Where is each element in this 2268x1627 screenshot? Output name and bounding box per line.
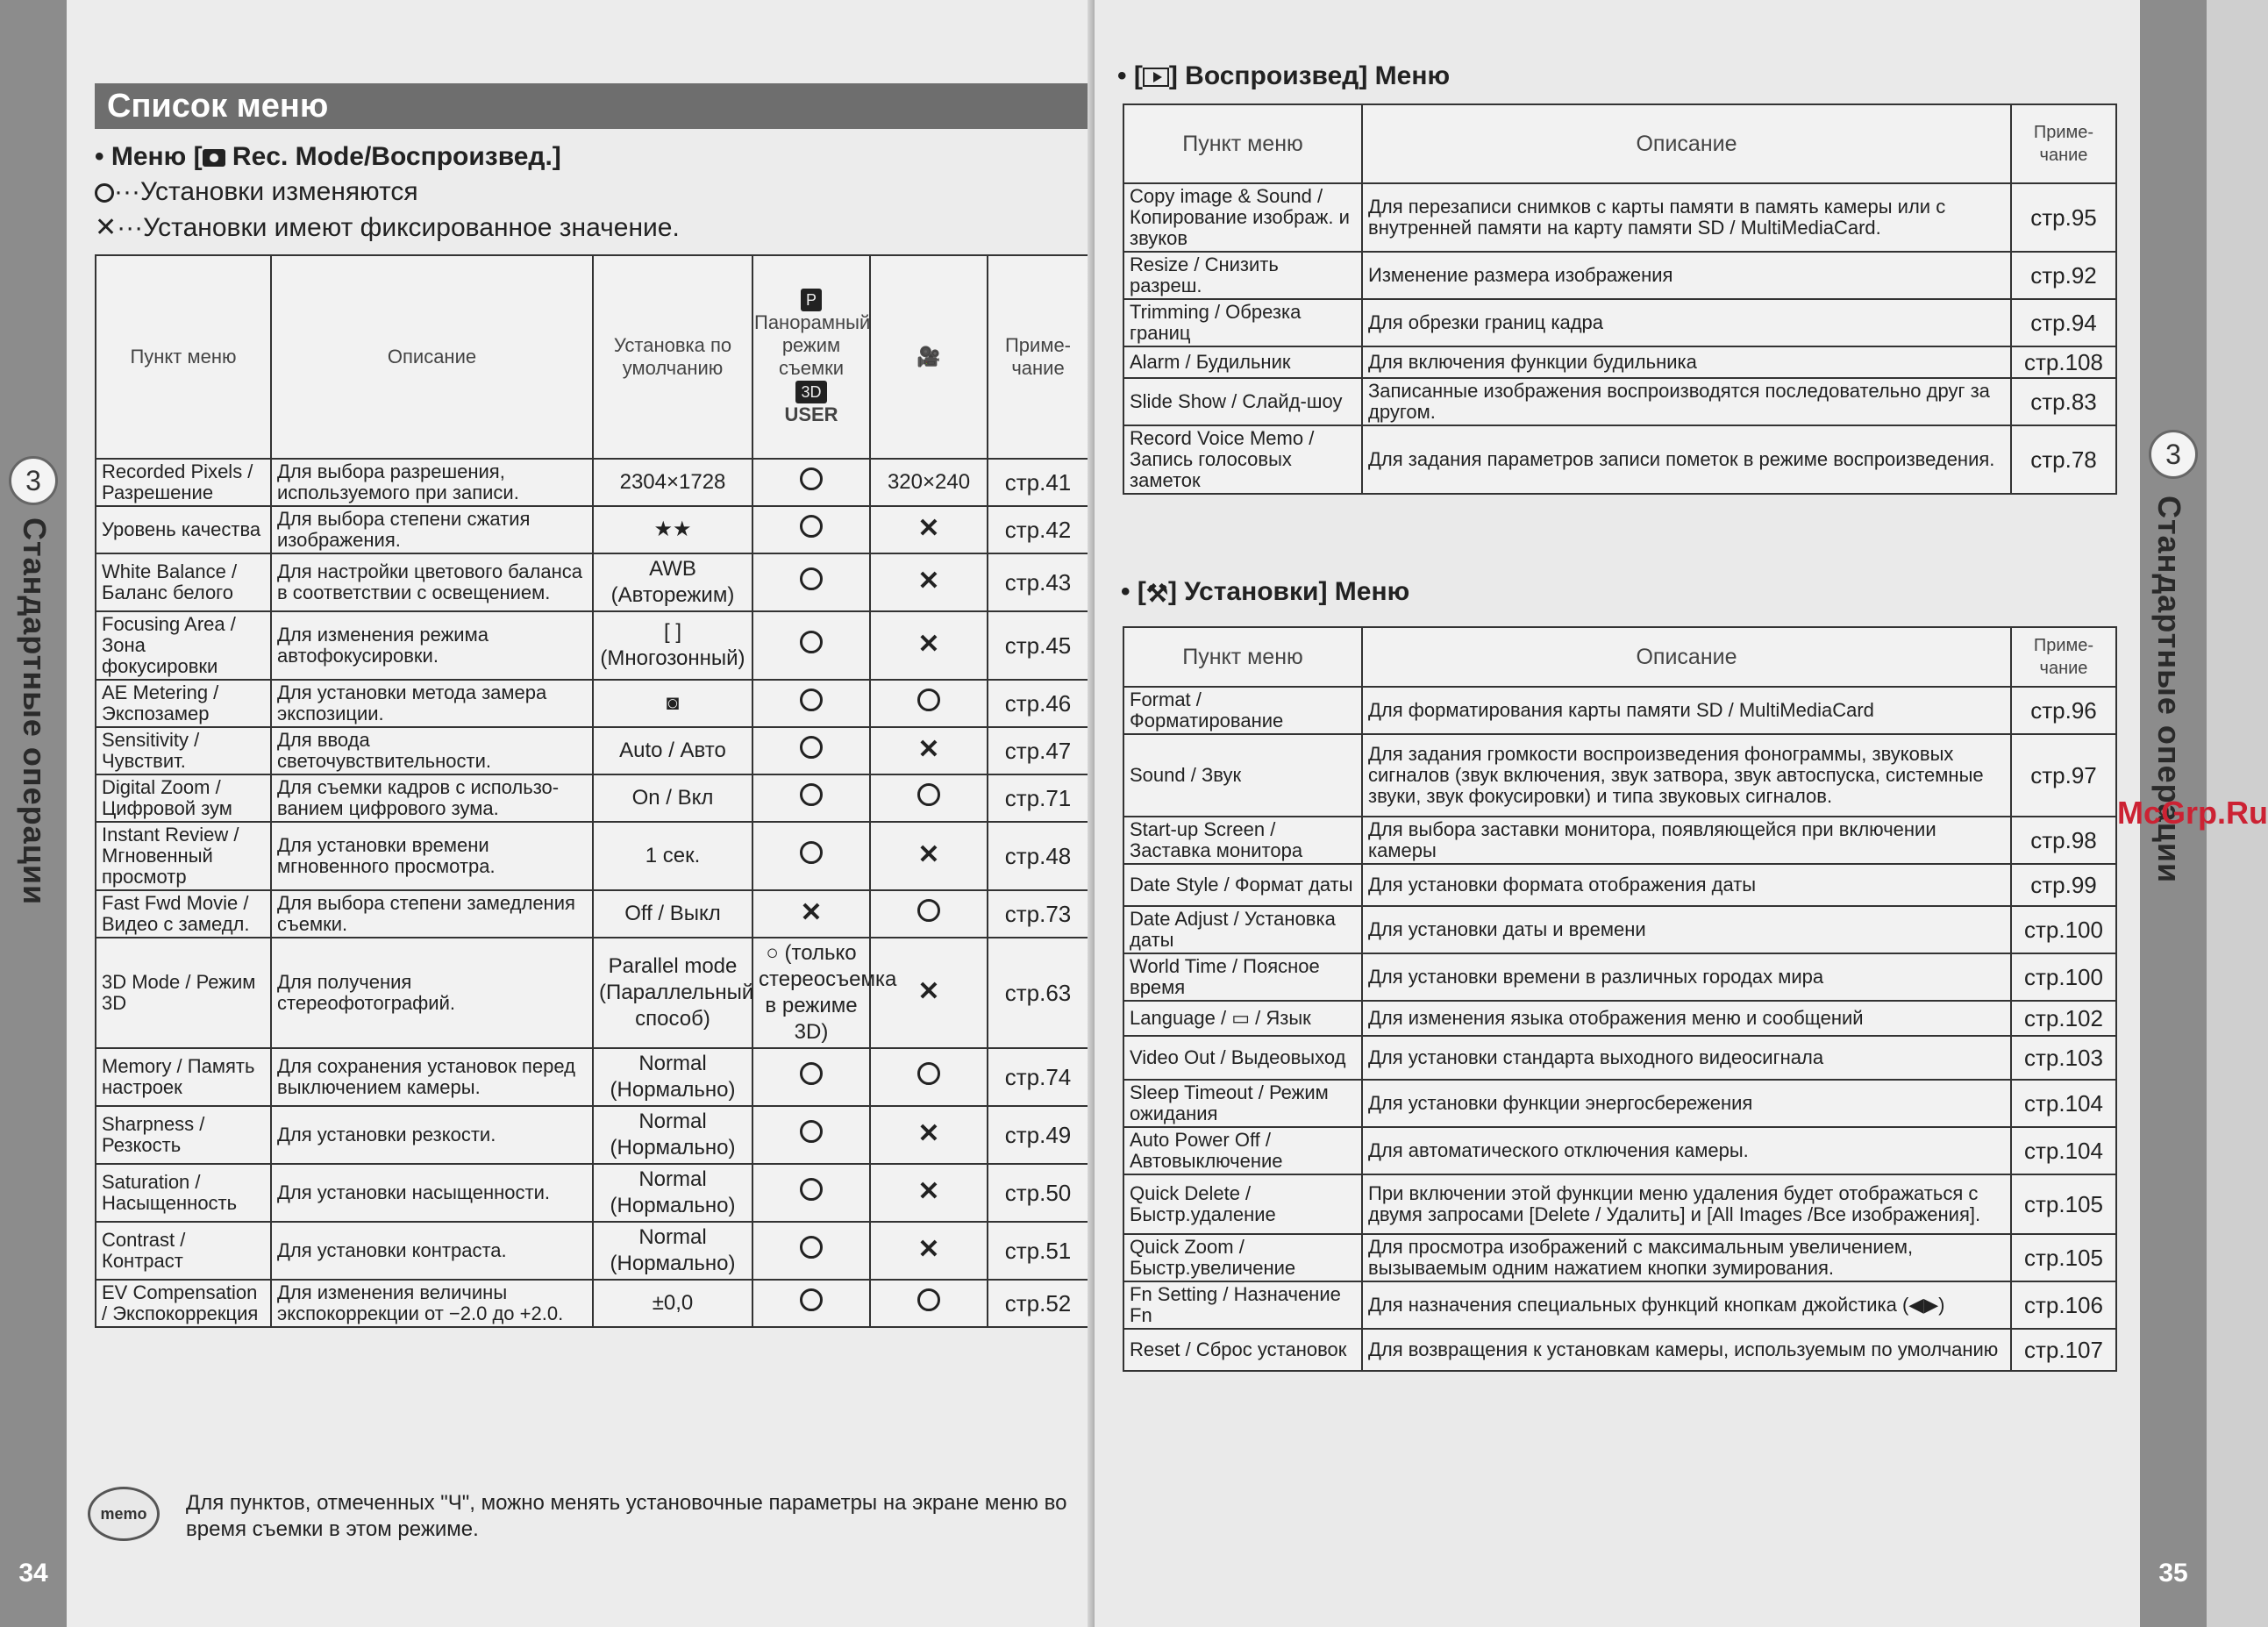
header-movie: [870, 255, 988, 459]
row-description: Для выбора степени сжатия изображения.: [271, 506, 593, 553]
header-item: Пункт меню: [96, 255, 271, 459]
row-default: Parallel mode (Параллельный способ): [593, 938, 752, 1048]
cross-icon: ✕: [917, 630, 940, 659]
row-description: Для установки метода замера экспозиции.: [271, 680, 593, 727]
row-default: AWB (Авторежим): [593, 553, 752, 611]
row-page-ref: стр.41: [988, 459, 1088, 506]
table-row: [96, 459, 1088, 506]
row-movie-mode: [870, 822, 988, 890]
row-item: Focusing Area / Зона фокусировки: [96, 611, 271, 680]
row-panorama-mode: [752, 1280, 870, 1327]
user-mode-label: USER: [784, 403, 838, 425]
table-row: [1123, 1174, 2116, 1234]
circle-icon: [800, 1178, 823, 1201]
table-row: [96, 890, 1088, 938]
row-item: Уровень качества: [96, 506, 271, 553]
playback-menu-table: [1123, 103, 2117, 495]
row-panorama-mode: [752, 774, 870, 822]
row-default: ◙: [593, 680, 752, 727]
circle-icon: [800, 689, 823, 711]
memo-text: Для пунктов, отмеченных "Ч", можно менять установочные параметры на экране меню во время съемки в этом режиме.: [186, 1491, 1067, 1541]
row-item: Saturation / Насыщенность: [96, 1164, 271, 1222]
setup-heading-pre: • [: [1121, 577, 1146, 606]
header-description: Описание: [1362, 104, 2011, 183]
row-item: White Balance / Баланс белого: [96, 553, 271, 611]
row-item: Memory / Память настроек: [96, 1048, 271, 1106]
table-row: [1123, 1281, 2116, 1329]
row-panorama-mode: [752, 1164, 870, 1222]
row-movie-mode: [870, 938, 988, 1048]
chapter-number-badge: 3: [2149, 430, 2198, 479]
row-item: Format / Форматирование: [1123, 687, 1362, 734]
row-item: Fast Fwd Movie / Видео с замедл.: [96, 890, 271, 938]
row-movie-mode: 320×240: [870, 459, 988, 506]
row-item: Resize / Снизить разреш.: [1123, 252, 1362, 299]
row-item: EV Compensation / Экспокоррекция: [96, 1280, 271, 1327]
row-page-ref: стр.49: [988, 1106, 1088, 1164]
table-row: [1123, 378, 2116, 425]
camera-icon: [203, 149, 225, 167]
row-item: Digital Zoom / Цифровой зум: [96, 774, 271, 822]
row-page-ref: стр.105: [2011, 1234, 2116, 1281]
row-description: Для изменения величины экспокоррекции от −2.0 до +2.0.: [271, 1280, 593, 1327]
table-header-row: [1123, 104, 2116, 183]
table-header-row: [1123, 627, 2116, 687]
circle-icon: [917, 689, 940, 711]
row-page-ref: стр.43: [988, 553, 1088, 611]
row-page-ref: стр.71: [988, 774, 1088, 822]
legend-cross-text: ···Установки имеют фиксированное значение.: [117, 213, 680, 242]
playback-menu-heading: • [ ] Воспроизвед] Меню: [1117, 61, 1451, 90]
row-movie-mode: [870, 1106, 988, 1164]
chapter-number-badge: 3: [9, 456, 58, 505]
row-description: Для форматирования карты памяти SD / MultiMediaCard: [1362, 687, 2011, 734]
section-banner: Список меню: [95, 83, 1088, 129]
setup-menu-table: [1123, 626, 2117, 1372]
rec-mode-table-body: [96, 459, 1088, 1327]
row-description: Для получения стереофотографий.: [271, 938, 593, 1048]
table-row: [1123, 1127, 2116, 1174]
row-description: Для установки даты и времени: [1362, 906, 2011, 953]
setup-table-body: [1123, 687, 2116, 1371]
row-item: Start-up Screen / Заставка монитора: [1123, 817, 1362, 864]
circle-icon: [800, 515, 823, 538]
row-description: Для установки резкости.: [271, 1106, 593, 1164]
row-page-ref: стр.46: [988, 680, 1088, 727]
cross-icon: ✕: [800, 898, 823, 927]
row-item: Language / ▭ / Язык: [1123, 1001, 1362, 1036]
menu-heading-pre: Меню [: [111, 142, 203, 171]
row-default: Normal (Нормально): [593, 1222, 752, 1280]
row-default: On / Вкл: [593, 774, 752, 822]
row-item: Fn Setting / Назначение Fn: [1123, 1281, 1362, 1329]
row-page-ref: стр.50: [988, 1164, 1088, 1222]
row-item: Contrast / Контраст: [96, 1222, 271, 1280]
circle-icon: [800, 567, 823, 590]
row-description: Для установки времени в различных городах мира: [1362, 953, 2011, 1001]
table-row: [1123, 1329, 2116, 1371]
row-movie-mode: [870, 611, 988, 680]
row-page-ref: стр.48: [988, 822, 1088, 890]
row-description: Для выбора степени замедления съемки.: [271, 890, 593, 938]
chapter-title-vertical: Стандартные операции: [17, 517, 53, 906]
row-item: Alarm / Будильник: [1123, 346, 1362, 378]
row-page-ref: стр.100: [2011, 906, 2116, 953]
row-description: Для задания громкости воспроизведения фонограммы, звуковых сигналов (звук включения, звук затвора, звук автоспуска, системные звуки, звук фокусировки) и типа звуковых сигналов.: [1362, 734, 2011, 817]
row-description: Записанные изображения воспроизводятся последовательно друг за другом.: [1362, 378, 2011, 425]
table-row: [1123, 734, 2116, 817]
cross-icon: ✕: [917, 1235, 940, 1264]
row-description: Для настройки цветового баланса в соответствии с освещением.: [271, 553, 593, 611]
row-panorama-mode: [752, 459, 870, 506]
header-item: Пункт меню: [1123, 104, 1362, 183]
table-row: [1123, 906, 2116, 953]
cross-icon: ✕: [917, 735, 940, 764]
legend-circle-line: [95, 177, 418, 207]
table-row: [1123, 346, 2116, 378]
row-item: Date Adjust / Установка даты: [1123, 906, 1362, 953]
row-item: Quick Zoom / Быстр.увеличение: [1123, 1234, 1362, 1281]
row-page-ref: стр.78: [2011, 425, 2116, 494]
row-page-ref: стр.52: [988, 1280, 1088, 1327]
table-row: [96, 938, 1088, 1048]
row-movie-mode: [870, 890, 988, 938]
row-description: Для возвращения к установкам камеры, используемым по умолчанию: [1362, 1329, 2011, 1371]
row-page-ref: стр.83: [2011, 378, 2116, 425]
row-description: Для перезаписи снимков с карты памяти в память камеры или с внутренней памяти на карту памяти SD / MultiMediaCard.: [1362, 183, 2011, 252]
row-page-ref: стр.98: [2011, 817, 2116, 864]
circle-icon: [800, 1288, 823, 1311]
table-row: [1123, 817, 2116, 864]
circle-icon: [800, 736, 823, 759]
table-row: [96, 1048, 1088, 1106]
legend-circle-text: ···Установки изменяются: [114, 177, 418, 206]
row-description: Для сохранения установок перед выключением камеры.: [271, 1048, 593, 1106]
table-row: [96, 611, 1088, 680]
table-row: [1123, 1001, 2116, 1036]
row-description: Для установки функции энергосбережения: [1362, 1080, 2011, 1127]
3d-mode-icon: 3D: [795, 381, 826, 403]
row-item: 3D Mode / Режим 3D: [96, 938, 271, 1048]
row-item: Date Style / Формат даты: [1123, 864, 1362, 906]
table-row: [96, 553, 1088, 611]
row-panorama-mode: [752, 611, 870, 680]
table-row: [1123, 687, 2116, 734]
row-description: При включении этой функции меню удаления будет отображаться с двумя запросами [Delete / Удалить] и [All Images /Все изображения].: [1362, 1174, 2011, 1234]
circle-icon: [917, 1288, 940, 1311]
menu-heading-post: Rec. Mode/Воспроизвед.]: [225, 142, 561, 171]
row-description: Для выбора заставки монитора, появляющейся при включении камеры: [1362, 817, 2011, 864]
row-panorama-mode: [752, 1106, 870, 1164]
row-panorama-mode: [752, 1222, 870, 1280]
row-page-ref: стр.103: [2011, 1036, 2116, 1080]
table-row: [1123, 1080, 2116, 1127]
movie-icon: 🎥: [916, 346, 941, 368]
circle-icon: [917, 1062, 940, 1085]
row-item: Video Out / Выдеовыход: [1123, 1036, 1362, 1080]
row-item: Copy image & Sound / Копирование изображ. и звуков: [1123, 183, 1362, 252]
program-mode-icon: P: [801, 289, 822, 311]
table-row: [1123, 252, 2116, 299]
row-page-ref: стр.47: [988, 727, 1088, 774]
table-row: [96, 1280, 1088, 1327]
row-default: 2304×1728: [593, 459, 752, 506]
row-page-ref: стр.107: [2011, 1329, 2116, 1371]
row-movie-mode: [870, 727, 988, 774]
row-page-ref: стр.45: [988, 611, 1088, 680]
header-item: Пункт меню: [1123, 627, 1362, 687]
cross-icon: ✕: [917, 977, 940, 1006]
row-movie-mode: [870, 1222, 988, 1280]
table-row: [96, 1164, 1088, 1222]
row-page-ref: стр.104: [2011, 1080, 2116, 1127]
page-number: 34: [18, 1559, 48, 1588]
circle-icon: [800, 1236, 823, 1259]
table-row: [1123, 299, 2116, 346]
row-default: ±0,0: [593, 1280, 752, 1327]
rec-mode-menu-table: [95, 254, 1089, 1328]
row-item: World Time / Поясное время: [1123, 953, 1362, 1001]
setup-menu-heading: • [⚒] Установки] Меню: [1121, 577, 1410, 607]
row-page-ref: стр.96: [2011, 687, 2116, 734]
row-default: Auto / Авто: [593, 727, 752, 774]
row-item: Record Voice Memo / Запись голосовых заметок: [1123, 425, 1362, 494]
cross-icon: ✕: [917, 840, 940, 869]
row-default: Normal (Нормально): [593, 1048, 752, 1106]
table-row: [1123, 183, 2116, 252]
circle-icon: [800, 783, 823, 806]
row-movie-mode: [870, 680, 988, 727]
row-page-ref: стр.104: [2011, 1127, 2116, 1174]
row-movie-mode: [870, 1280, 988, 1327]
row-item: Instant Review / Мгновенный просмотр: [96, 822, 271, 890]
table-row: [1123, 425, 2116, 494]
row-item: Quick Delete / Быстр.удаление: [1123, 1174, 1362, 1234]
row-panorama-mode: [752, 890, 870, 938]
circle-icon: [800, 1062, 823, 1085]
cross-icon: ✕: [917, 567, 940, 596]
header-note: Приме-чание: [2011, 627, 2116, 687]
table-row: [1123, 864, 2116, 906]
row-page-ref: стр.74: [988, 1048, 1088, 1106]
circle-icon: [95, 183, 114, 203]
chapter-title-vertical: Стандартные операции: [2151, 496, 2187, 884]
row-item: Sound / Звук: [1123, 734, 1362, 817]
wrench-icon: ⚒: [1145, 579, 1168, 607]
row-page-ref: стр.63: [988, 938, 1088, 1048]
header-note: Приме-чание: [988, 255, 1088, 459]
row-page-ref: стр.94: [2011, 299, 2116, 346]
row-panorama-mode: [752, 1048, 870, 1106]
row-description: Для просмотра изображений с максимальным увеличением, вызываемым одним нажатием кнопки зумирования.: [1362, 1234, 2011, 1281]
circle-icon: [800, 841, 823, 864]
row-page-ref: стр.95: [2011, 183, 2116, 252]
page-number: 35: [2158, 1559, 2188, 1588]
row-default: Normal (Нормально): [593, 1164, 752, 1222]
row-page-ref: стр.108: [2011, 346, 2116, 378]
row-item: Recorded Pixels / Разрешение: [96, 459, 271, 506]
row-panorama-mode: [752, 506, 870, 553]
row-item: AE Metering / Экспозамер: [96, 680, 271, 727]
row-page-ref: стр.73: [988, 890, 1088, 938]
row-description: Для изменения языка отображения меню и сообщений: [1362, 1001, 2011, 1036]
cross-icon: ✕: [917, 1119, 940, 1148]
row-description: Для назначения специальных функций кнопкам джойстика (◀▶): [1362, 1281, 2011, 1329]
row-panorama-mode: [752, 727, 870, 774]
row-item: Sleep Timeout / Режим ожидания: [1123, 1080, 1362, 1127]
cross-icon: ✕: [917, 1177, 940, 1206]
row-page-ref: стр.97: [2011, 734, 2116, 817]
row-description: Для автоматического отключения камеры.: [1362, 1127, 2011, 1174]
header-default: Установка по умолчанию: [593, 255, 752, 459]
row-description: Для выбора разрешения, используемого при записи.: [271, 459, 593, 506]
table-header-row: [96, 255, 1088, 459]
row-item: Sharpness / Резкость: [96, 1106, 271, 1164]
header-description: Описание: [271, 255, 593, 459]
row-movie-mode: [870, 1048, 988, 1106]
memo-note: [88, 1487, 1088, 1548]
circle-icon: [917, 899, 940, 922]
row-panorama-mode: [752, 822, 870, 890]
circle-icon: [800, 467, 823, 490]
table-row: [96, 727, 1088, 774]
row-page-ref: стр.99: [2011, 864, 2116, 906]
row-description: Для установки времени мгновенного просмотра.: [271, 822, 593, 890]
row-default: Normal (Нормально): [593, 1106, 752, 1164]
left-page: [0, 0, 1095, 1627]
row-description: Для изменения режима автофокусировки.: [271, 611, 593, 680]
playback-heading-pre: • [: [1117, 61, 1143, 90]
row-item: Reset / Сброс установок: [1123, 1329, 1362, 1371]
row-page-ref: стр.105: [2011, 1174, 2116, 1234]
cross-icon: ✕: [95, 213, 118, 242]
table-row: [1123, 1036, 2116, 1080]
row-description: Для задания параметров записи пометок в режиме воспроизведения.: [1362, 425, 2011, 494]
row-movie-mode: [870, 506, 988, 553]
row-page-ref: стр.106: [2011, 1281, 2116, 1329]
row-page-ref: стр.51: [988, 1222, 1088, 1280]
row-default: Off / Выкл: [593, 890, 752, 938]
cross-icon: ✕: [917, 514, 940, 543]
table-row: [96, 680, 1088, 727]
table-row: [96, 822, 1088, 890]
row-page-ref: стр.102: [2011, 1001, 2116, 1036]
header-note: Приме-чание: [2011, 104, 2116, 183]
circle-icon: [800, 1120, 823, 1143]
row-description: Для установки формата отображения даты: [1362, 864, 2011, 906]
row-item: Sensitivity / Чувствит.: [96, 727, 271, 774]
row-item: Slide Show / Слайд-шоу: [1123, 378, 1362, 425]
table-row: [96, 1106, 1088, 1164]
play-icon: [1143, 68, 1169, 87]
row-movie-mode: [870, 1164, 988, 1222]
row-panorama-mode: [752, 680, 870, 727]
table-row: [96, 774, 1088, 822]
memo-icon: memo: [88, 1487, 160, 1541]
row-page-ref: стр.92: [2011, 252, 2116, 299]
row-description: Для включения функции будильника: [1362, 346, 2011, 378]
row-panorama-mode: ○ (только стереосъемка в режиме 3D): [752, 938, 870, 1048]
row-description: Изменение размера изображения: [1362, 252, 2011, 299]
circle-icon: [917, 783, 940, 806]
row-description: Для установки насыщенности.: [271, 1164, 593, 1222]
row-page-ref: стр.100: [2011, 953, 2116, 1001]
legend-cross-line: [95, 212, 680, 243]
row-page-ref: стр.42: [988, 506, 1088, 553]
row-item: Trimming / Обрезка границ: [1123, 299, 1362, 346]
header-description: Описание: [1362, 627, 2011, 687]
row-panorama-mode: [752, 553, 870, 611]
circle-icon: [800, 631, 823, 653]
row-default: [ ] (Многозонный): [593, 611, 752, 680]
menu-heading: • Меню [ Rec. Mode/Воспроизвед.]: [95, 142, 561, 171]
row-description: Для обрезки границ кадра: [1362, 299, 2011, 346]
row-default: 1 сек.: [593, 822, 752, 890]
playback-heading-post: Воспроизвед] Меню: [1185, 61, 1451, 90]
header-panorama-label: Панорамный режим съемки: [754, 311, 871, 379]
watermark: McGrp.Ru: [2117, 795, 2268, 831]
table-row: [96, 1222, 1088, 1280]
row-description: Для ввода светочувствительности.: [271, 727, 593, 774]
row-description: Для съемки кадров с использо-ванием цифрового зума.: [271, 774, 593, 822]
row-movie-mode: [870, 553, 988, 611]
table-row: [96, 506, 1088, 553]
header-panorama: [752, 255, 870, 459]
right-page: [1095, 0, 2268, 1627]
setup-heading-post: Установки] Меню: [1184, 577, 1410, 606]
table-row: [1123, 953, 2116, 1001]
row-default: ★★: [593, 506, 752, 553]
row-movie-mode: [870, 774, 988, 822]
row-description: Для установки стандарта выходного видеосигнала: [1362, 1036, 2011, 1080]
row-item: Auto Power Off / Автовыключение: [1123, 1127, 1362, 1174]
row-description: Для установки контраста.: [271, 1222, 593, 1280]
table-row: [1123, 1234, 2116, 1281]
playback-table-body: [1123, 183, 2116, 494]
